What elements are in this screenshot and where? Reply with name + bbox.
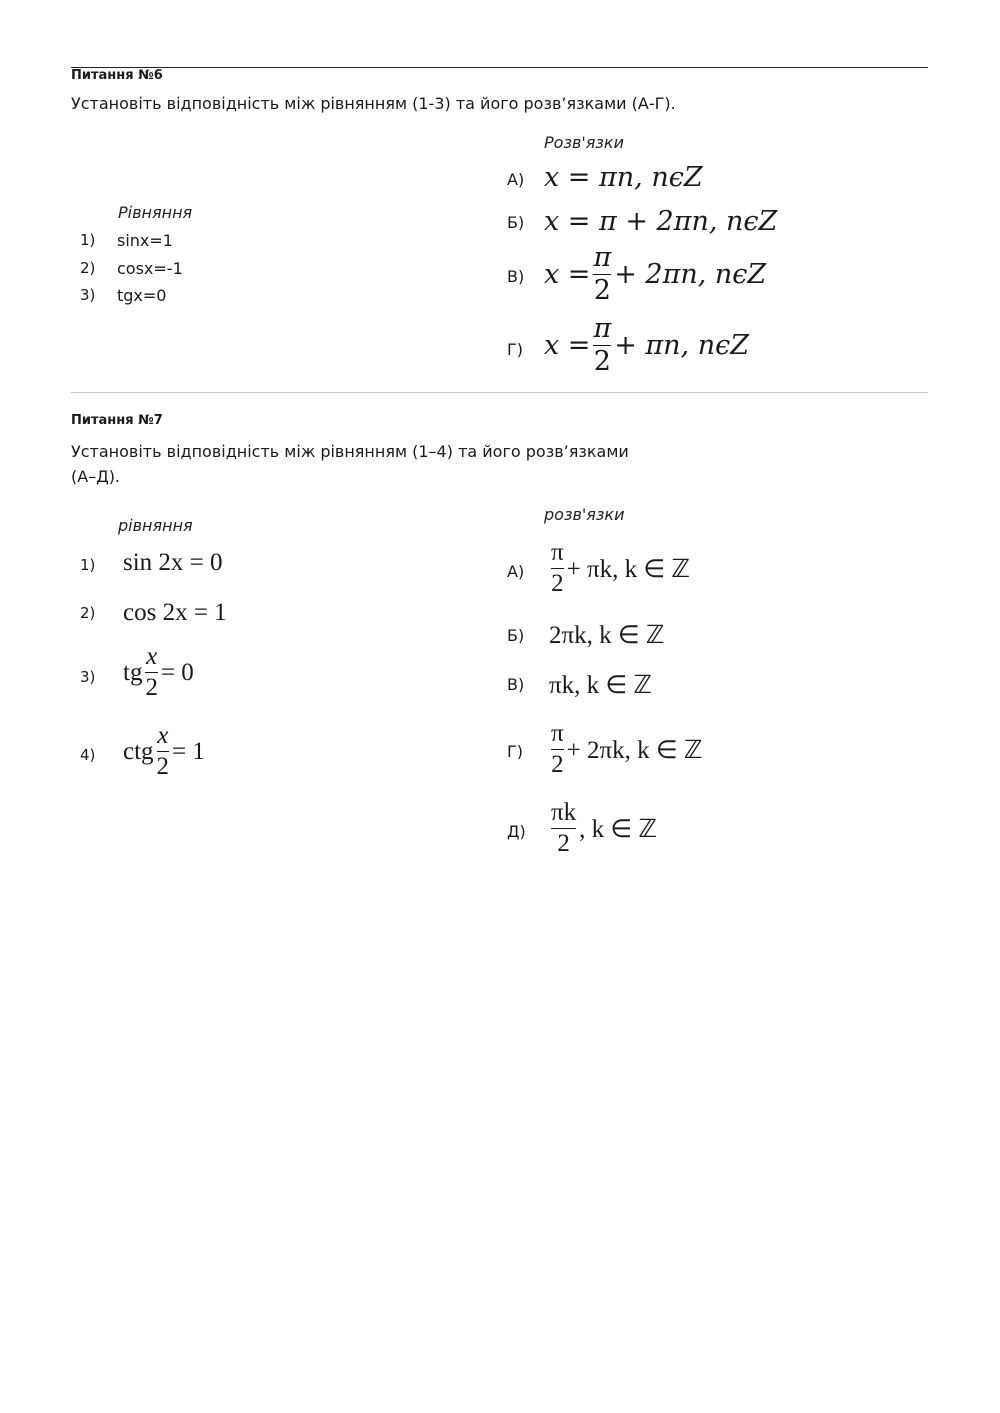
formula-function: ctg bbox=[123, 737, 154, 765]
q7-solution-label: Г) bbox=[507, 742, 523, 761]
formula-lhs: x = bbox=[544, 330, 591, 362]
q7-equation-number: 4) bbox=[80, 746, 96, 764]
q6-solutions-header: Розв'язки bbox=[544, 133, 624, 152]
fraction bbox=[551, 721, 564, 779]
fraction-denominator: 2 bbox=[593, 346, 611, 378]
q7-equation-formula: cos 2x = 1 bbox=[123, 599, 227, 626]
q7-equation-formula bbox=[123, 644, 194, 702]
fraction-numerator: x bbox=[146, 643, 158, 670]
question-6-prompt: Установіть відповідність між рівнянням (1-3) та його розв’язками (А-Г). bbox=[71, 94, 676, 113]
q6-solution-label: В) bbox=[507, 267, 525, 286]
fraction bbox=[145, 644, 158, 702]
formula-rhs: + πn, nϵZ bbox=[614, 330, 749, 362]
q6-solution-label: Б) bbox=[507, 213, 525, 232]
q7-equation-formula bbox=[123, 723, 205, 781]
fraction-bar bbox=[145, 672, 158, 673]
q6-solution-formula: x = π + 2πn, nϵZ bbox=[544, 206, 778, 237]
fraction-denominator: 2 bbox=[551, 570, 564, 598]
formula-rhs: = 1 bbox=[172, 737, 205, 765]
formula-rhs: = 0 bbox=[160, 658, 194, 686]
question-7-prompt-line-1: Установіть відповідність між рівнянням (1–4) та його розв’язками bbox=[71, 442, 629, 461]
fraction-numerator: x bbox=[157, 722, 169, 749]
q7-solution-label: Б) bbox=[507, 626, 525, 645]
fraction-denominator: 2 bbox=[551, 751, 564, 779]
q7-equation-number: 3) bbox=[80, 668, 96, 686]
formula-lhs: x = bbox=[544, 259, 591, 291]
q6-solution-formula bbox=[544, 315, 749, 377]
fraction-denominator: 2 bbox=[593, 275, 611, 307]
q7-solution-formula bbox=[548, 540, 690, 598]
fraction-numerator: πk bbox=[551, 799, 577, 826]
fraction-bar bbox=[551, 568, 564, 569]
fraction bbox=[551, 540, 564, 598]
q7-solution-formula bbox=[548, 721, 703, 779]
q6-equation-number: 1) bbox=[80, 231, 96, 249]
top-divider bbox=[71, 67, 928, 68]
q7-solution-label: Д) bbox=[507, 822, 526, 841]
question-7-title: Питання №7 bbox=[71, 413, 163, 428]
fraction bbox=[157, 723, 170, 781]
q7-solution-formula: πk, k ∈ ℤ bbox=[549, 672, 653, 699]
formula-rhs: + 2πn, nϵZ bbox=[614, 259, 767, 291]
question-7-prompt-line-2: (А–Д). bbox=[71, 467, 121, 486]
q7-solution-formula: 2πk, k ∈ ℤ bbox=[549, 622, 665, 649]
fraction bbox=[593, 244, 611, 306]
q7-solution-label: А) bbox=[507, 562, 525, 581]
q7-equation-number: 1) bbox=[80, 556, 96, 574]
q6-solution-formula bbox=[544, 244, 766, 306]
q6-equation-text: cosx=-1 bbox=[117, 259, 183, 278]
q7-equations-header: рівняння bbox=[118, 516, 193, 535]
fraction-numerator: π bbox=[593, 313, 612, 344]
fraction-bar bbox=[551, 828, 576, 829]
section-divider bbox=[71, 392, 928, 393]
formula-rhs: + πk, k ∈ ℤ bbox=[566, 555, 690, 583]
fraction-denominator: 2 bbox=[156, 753, 170, 781]
q7-solutions-header: розв'язки bbox=[544, 505, 625, 524]
q6-solution-formula: x = πn, nϵZ bbox=[544, 162, 703, 193]
formula-rhs: , k ∈ ℤ bbox=[579, 815, 658, 843]
q6-equation-text: sinx=1 bbox=[117, 231, 173, 250]
q7-equation-formula: sin 2x = 0 bbox=[123, 549, 223, 576]
fraction-denominator: 2 bbox=[557, 830, 570, 858]
q6-solution-label: Г) bbox=[507, 340, 523, 359]
q6-equations-header: Рівняння bbox=[118, 203, 193, 222]
fraction-bar bbox=[551, 749, 564, 750]
q7-solution-formula bbox=[548, 800, 657, 858]
q7-solution-label: В) bbox=[507, 675, 525, 694]
formula-rhs: + 2πk, k ∈ ℤ bbox=[566, 736, 703, 764]
q6-solution-label: А) bbox=[507, 170, 525, 189]
q6-equation-number: 2) bbox=[80, 259, 96, 277]
question-6-title: Питання №6 bbox=[71, 68, 163, 83]
fraction-bar bbox=[157, 751, 170, 752]
fraction bbox=[551, 800, 576, 858]
formula-function: tg bbox=[123, 658, 143, 686]
fraction-numerator: π bbox=[551, 720, 564, 747]
fraction bbox=[593, 315, 611, 377]
q6-equation-text: tgx=0 bbox=[117, 286, 167, 305]
fraction-numerator: π bbox=[593, 242, 612, 273]
q6-equation-number: 3) bbox=[80, 286, 96, 304]
fraction-denominator: 2 bbox=[145, 674, 158, 702]
q7-equation-number: 2) bbox=[80, 604, 96, 622]
fraction-numerator: π bbox=[551, 539, 564, 566]
